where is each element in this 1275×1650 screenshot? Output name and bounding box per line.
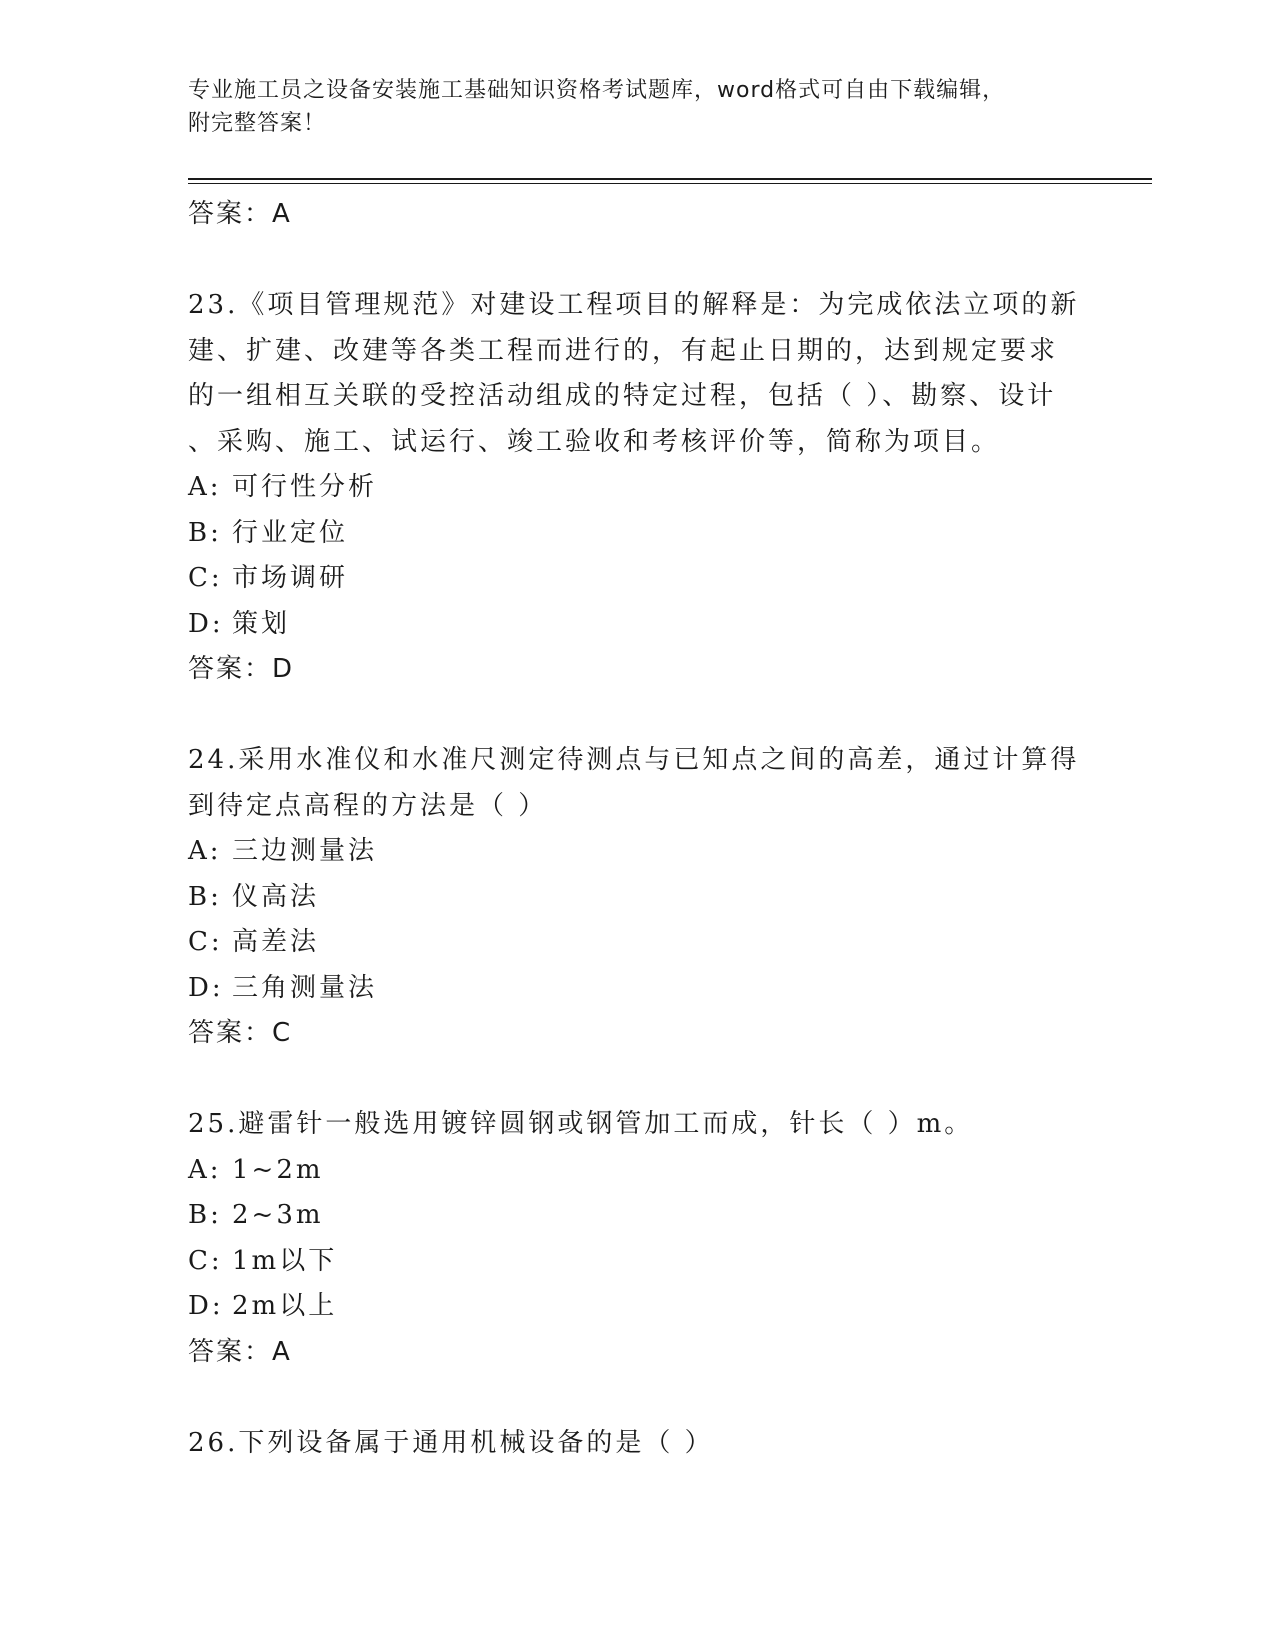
- question-23-line-1: 23.《项目管理规范》对建设工程项目的解释是：为完成依法立项的新: [188, 290, 1080, 320]
- option-b: [188, 1193, 1078, 1239]
- question-24-line-2: 到待定点高程的方法是（ ）: [188, 790, 548, 821]
- header-divider-top: [188, 178, 1152, 180]
- question-23: [188, 283, 1078, 693]
- option-letter: D:: [188, 608, 224, 639]
- option-d: [188, 966, 1078, 1012]
- option-text: 行业定位: [232, 517, 349, 548]
- option-a: [188, 465, 1078, 511]
- spacer: [188, 238, 1078, 284]
- option-letter: A:: [188, 1154, 222, 1185]
- option-text: 市场调研: [232, 563, 349, 593]
- option-c: [188, 1239, 1078, 1285]
- option-letter: C:: [188, 1245, 223, 1276]
- option-c: [188, 556, 1078, 602]
- spacer: [188, 1057, 1078, 1103]
- option-letter: D:: [188, 972, 224, 1003]
- option-text: 1m以下: [232, 1245, 338, 1276]
- question-25-answer: 答案：A: [188, 1336, 292, 1367]
- option-text: 高差法: [232, 927, 320, 957]
- question-23-line-3: 的一组相互关联的受控活动组成的特定过程，包括（ ）、勘察、设计: [188, 381, 1057, 411]
- question-23-line-4: 、采购、施工、试运行、竣工验收和考核评价等，简称为项目。: [188, 426, 1001, 457]
- option-letter: C:: [188, 563, 223, 593]
- option-a: [188, 1148, 1078, 1194]
- header-line-1: 专业施工员之设备安装施工基础知识资格考试题库，word格式可自由下载编辑，: [188, 78, 1006, 103]
- question-24: [188, 738, 1078, 1057]
- option-letter: B:: [188, 881, 222, 912]
- option-text: 三边测量法: [232, 836, 378, 866]
- question-23-answer: 答案：D: [188, 654, 295, 684]
- option-letter: A:: [188, 836, 222, 866]
- option-text: 三角测量法: [232, 972, 378, 1003]
- header-divider-bottom: [188, 183, 1152, 184]
- option-text: 1~2m: [232, 1154, 324, 1185]
- option-letter: D:: [188, 1291, 224, 1321]
- document-body: [188, 192, 1078, 1466]
- spacer: [188, 1375, 1078, 1421]
- question-23-line-2: 建、扩建、改建等各类工程而进行的，有起止日期的，达到规定要求: [188, 335, 1059, 366]
- previous-answer: 答案：A: [188, 199, 292, 229]
- option-text: 2~3m: [232, 1200, 324, 1230]
- document-header: [188, 74, 1068, 140]
- question-26-line-1: 26.下列设备属于通用机械设备的是（ ）: [188, 1427, 714, 1458]
- option-d: [188, 1284, 1078, 1330]
- spacer: [188, 693, 1078, 739]
- option-letter: B:: [188, 1200, 222, 1230]
- option-text: 仪高法: [232, 881, 320, 912]
- option-letter: B:: [188, 517, 222, 548]
- option-letter: A:: [188, 472, 222, 502]
- option-text: 可行性分析: [232, 472, 378, 502]
- question-24-answer: 答案：C: [188, 1018, 293, 1048]
- question-25: [188, 1102, 1078, 1375]
- question-24-line-1: 24.采用水准仪和水准尺测定待测点与已知点之间的高差，通过计算得: [188, 745, 1080, 775]
- option-b: [188, 511, 1078, 557]
- option-text: 策划: [232, 608, 291, 639]
- option-letter: C:: [188, 927, 223, 957]
- header-line-2: 附完整答案！: [188, 111, 327, 136]
- option-text: 2m以上: [232, 1291, 338, 1321]
- option-c: [188, 920, 1078, 966]
- question-26: [188, 1421, 1078, 1467]
- option-a: [188, 829, 1078, 875]
- question-25-line-1: 25.避雷针一般选用镀锌圆钢或钢管加工而成，针长（ ）m。: [188, 1109, 974, 1139]
- option-d: [188, 602, 1078, 648]
- option-b: [188, 875, 1078, 921]
